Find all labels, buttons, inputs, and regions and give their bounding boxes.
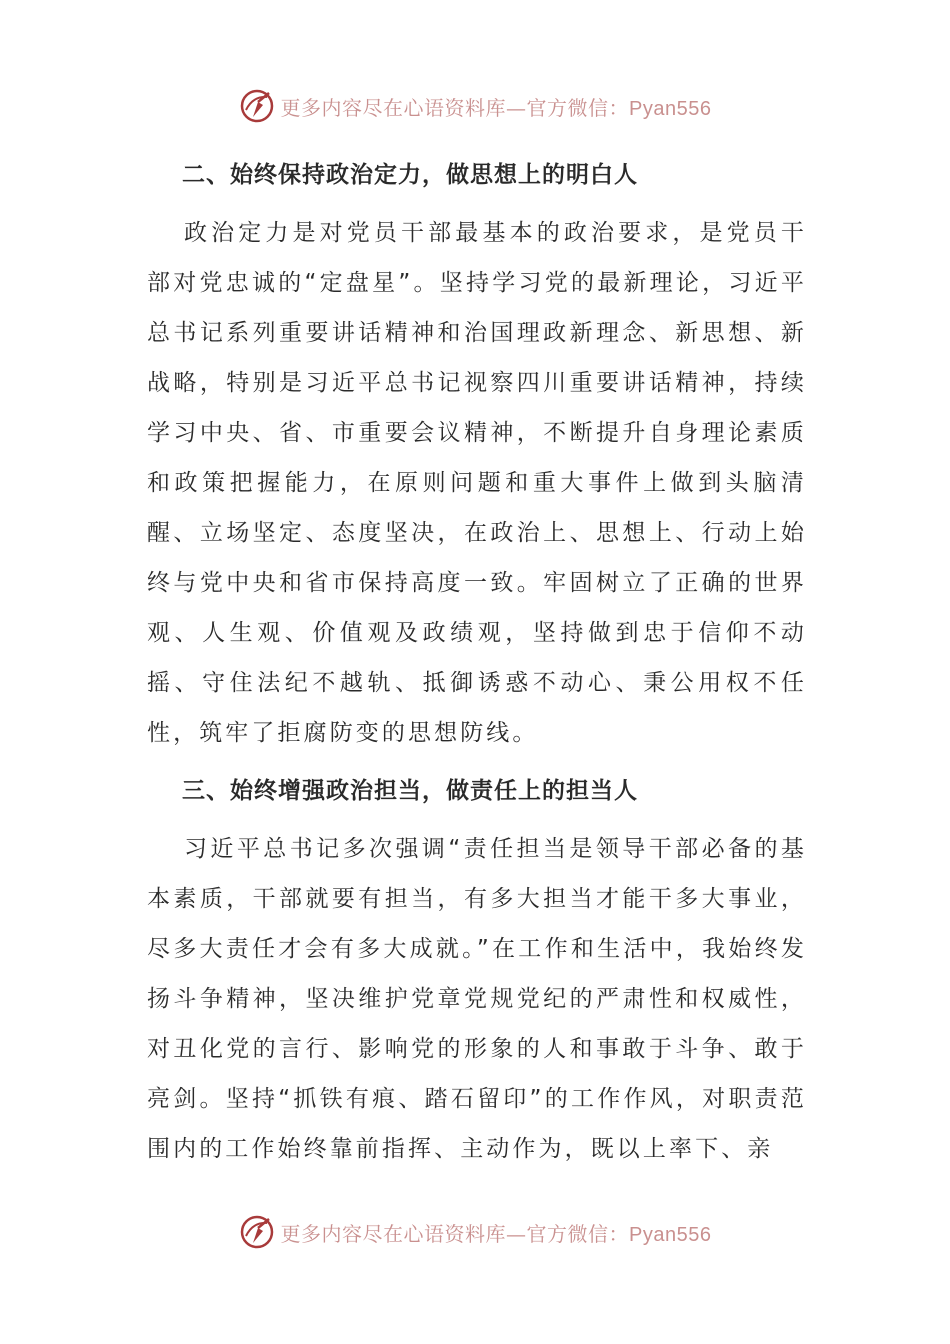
wechat-id: Pyan556 [629, 1223, 712, 1246]
watermark-banner-bottom [0, 1212, 950, 1252]
watermark-text: 更多内容尽在心语资料库—官方微信：Pyan556 [280, 95, 712, 120]
section-paragraph-3: 习近平总书记多次强调“责任担当是领导干部必备的基本素质，干部就要有担当，有多大担当才能干多大事业，尽多大责任才会有多大成就。”在工作和生活中，我始终发扬斗争精神，坚决维护党章党规党纪的严肃性和权威性，对丑化党的言行、影响党的形象的人和事敢于斗争、敢于亮剑。坚持“抓铁有痕、踏石留印”的工作作风，对职责范围内的工作始终靠前指挥、主动作为，既以上率下、亲 [147, 836, 807, 1162]
watermark-banner-top [0, 86, 950, 126]
document-body [147, 150, 807, 1174]
section-heading-3: 三、始终增强政治担当，做责任上的担当人 [182, 778, 638, 804]
wechat-id: Pyan556 [629, 97, 712, 120]
pen-nib-circle-icon [239, 88, 275, 124]
section-paragraph-2: 政治定力是对党员干部最基本的政治要求，是党员干部对党忠诚的“定盘星”。坚持学习党的最新理论，习近平总书记系列重要讲话精神和治国理政新理念、新思想、新战略，特别是习近平总书记视察四川重要讲话精神，持续学习中央、省、市重要会议精神，不断提升自身理论素质和政策把握能力，在原则问题和重大事件上做到头脑清醒、立场坚定、态度坚决，在政治上、思想上、行动上始终与党中央和省市保持高度一致。牢固树立了正确的世界观、人生观、价值观及政绩观，坚持做到忠于信仰不动摇、守住法纪不越轨、抵御诱惑不动心、秉公用权不任性，筑牢了拒腐防变的思想防线。 [147, 220, 807, 746]
watermark-text: 更多内容尽在心语资料库—官方微信：Pyan556 [280, 1221, 712, 1246]
section-heading-2: 二、始终保持政治定力，做思想上的明白人 [182, 162, 638, 188]
pen-nib-circle-icon [239, 1214, 275, 1250]
